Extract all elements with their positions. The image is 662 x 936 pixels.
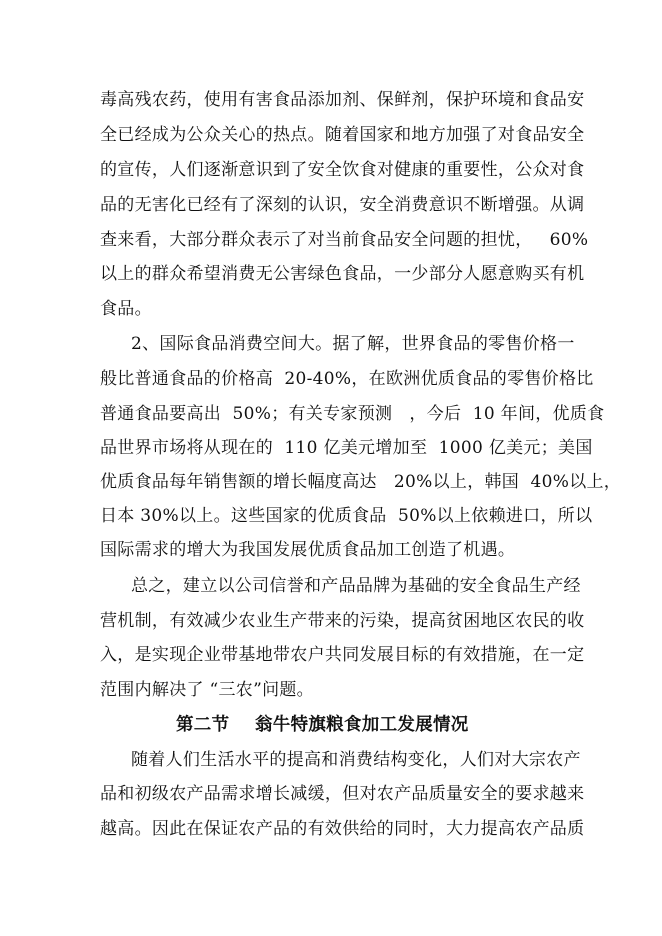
paragraph2-line: 普通食品要高出 50%；有关专家预测 ，今后 10 年间，优质食 [100, 404, 605, 424]
paragraph2-line: 国际需求的增大为我国发展优质食品加工创造了机遇。 [100, 540, 516, 560]
paragraph1-line: 毒高残农药，使用有害食品添加剂、保鲜剂，保护环境和食品安 [100, 90, 585, 110]
section-heading: 第二节 翁牛特旗粮食加工发展情况 [176, 715, 469, 735]
paragraph2-line: 日本 30%以上。这些国家的优质食品 50%以上依赖进口，所以 [100, 506, 593, 526]
paragraph3-line: 入，是实现企业带基地带农户共同发展目标的有效措施，在一定 [100, 645, 585, 665]
paragraph1-line: 以上的群众希望消费无公害绿色食品，一少部分人愿意购买有机 [100, 264, 585, 284]
paragraph1-line: 食品。 [100, 299, 152, 319]
paragraph2-line: 2、国际食品消费空间大。据了解，世界食品的零售价格一 [131, 334, 575, 354]
paragraph2-line: 优质食品每年销售额的增长幅度高达 20%以上，韩国 40%以上， [100, 472, 622, 492]
paragraph4-line: 越高。因此在保证农产品的有效供给的同时，大力提高农产品质 [100, 819, 585, 839]
paragraph4-line: 品和初级农产品需求增长减缓，但对农产品质量安全的要求越来 [100, 784, 585, 804]
paragraph3-line: 范围内解决了 “三农”问题。 [100, 680, 314, 700]
paragraph1-line: 的宣传，人们逐渐意识到了安全饮食对健康的重要性，公众对食 [100, 160, 585, 180]
paragraph2-line: 般比普通食品的价格高 20-40%，在欧洲优质食品的零售价格比 [100, 369, 594, 389]
paragraph1-line: 全已经成为公众关心的热点。随着国家和地方加强了对食品安全 [100, 125, 585, 145]
paragraph1-line: 查来看，大部分群众表示了对当前食品安全问题的担忧， 60% [100, 230, 589, 250]
paragraph3-line: 总之，建立以公司信誉和产品品牌为基础的安全食品生产经 [131, 576, 581, 596]
paragraph1-line: 品的无害化已经有了深刻的认识，安全消费意识不断增强。从调 [100, 195, 585, 215]
paragraph2-line: 品世界市场将从现在的 110 亿美元增加至 1000 亿美元；美国 [100, 438, 593, 458]
paragraph3-line: 营机制，有效减少农业生产带来的污染，提高贫困地区农民的收 [100, 611, 585, 631]
paragraph4-line: 随着人们生活水平的提高和消费结构变化，人们对大宗农产 [131, 750, 581, 770]
